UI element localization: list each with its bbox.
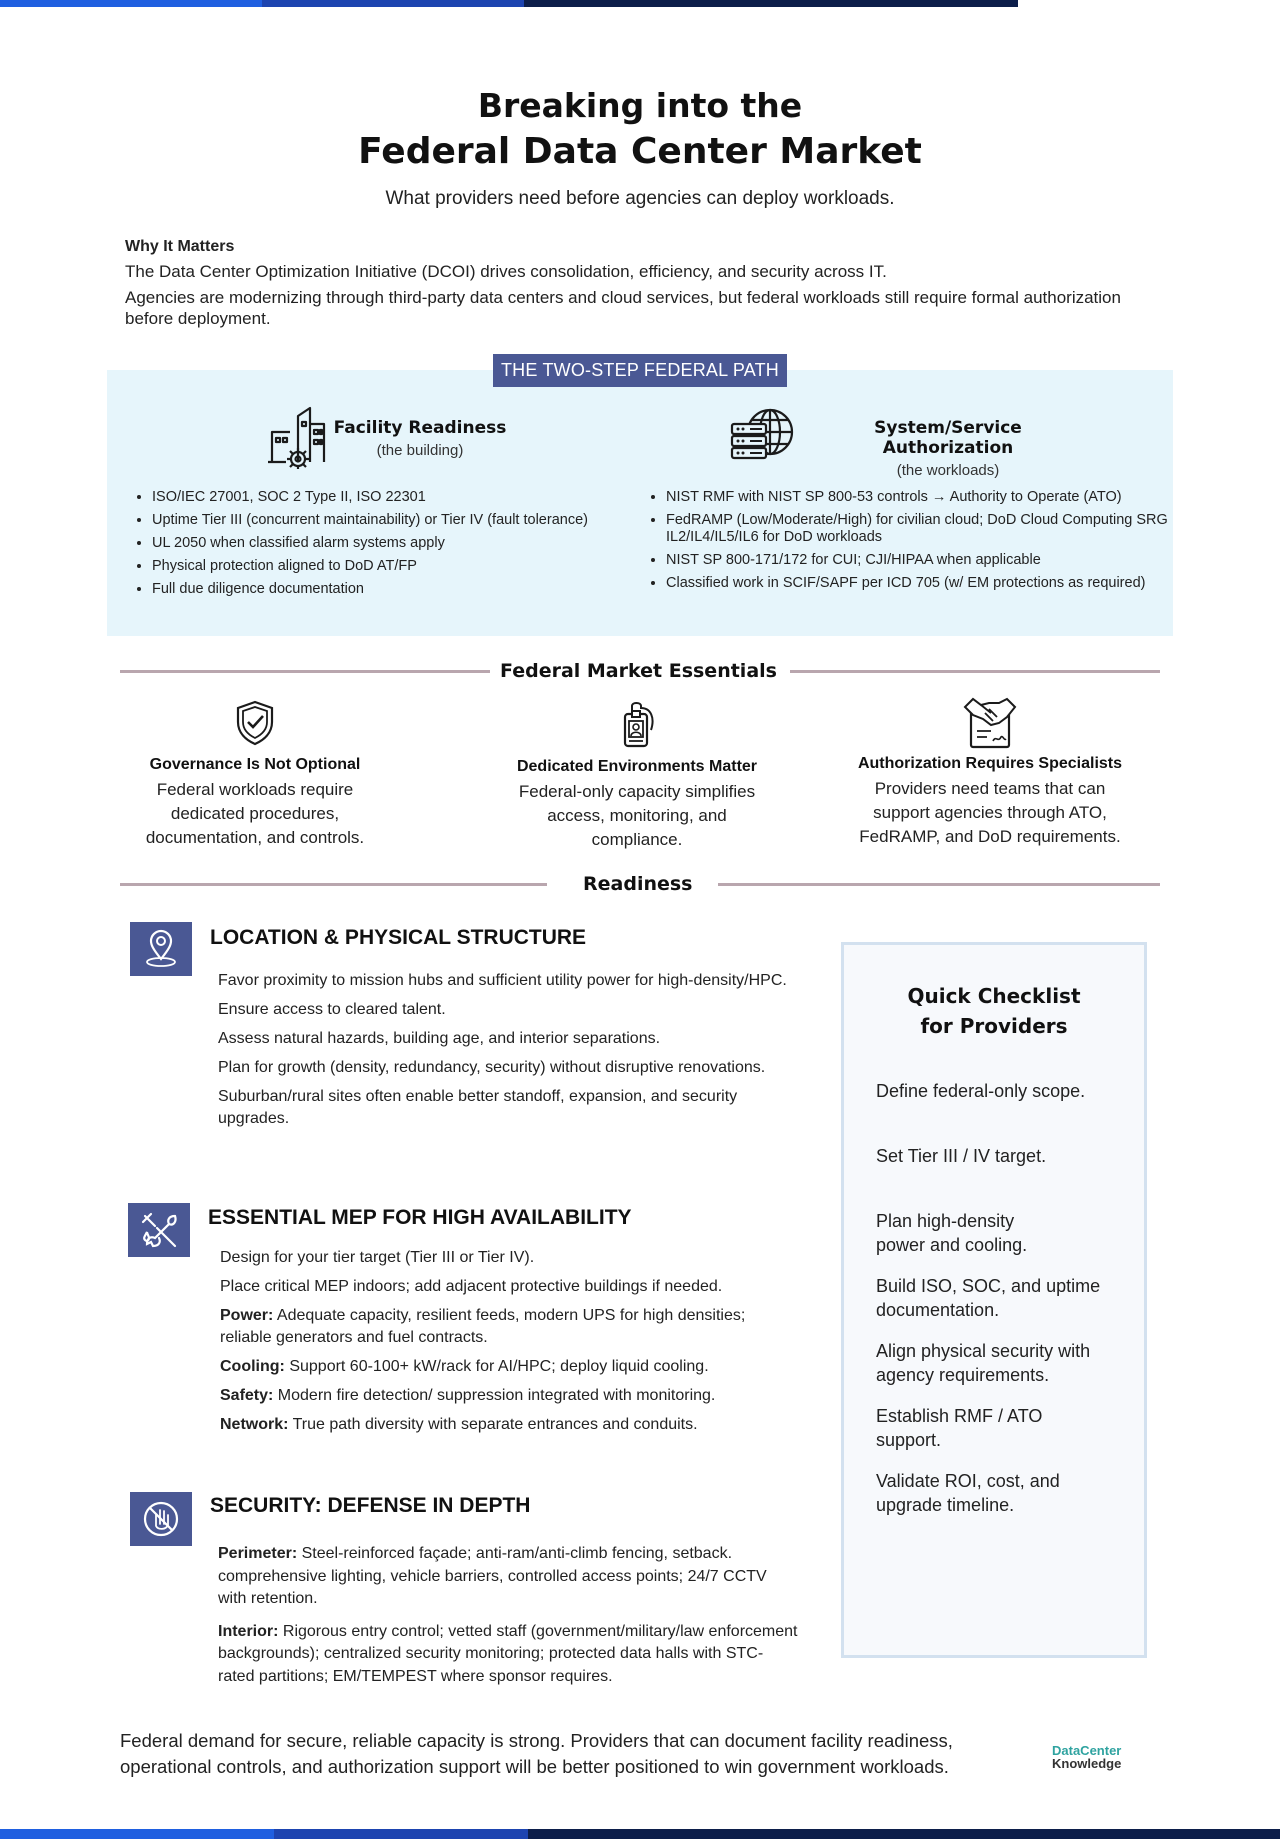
- system-subtitle: (the workloads): [896, 462, 1000, 479]
- bottom-bar-segment: [0, 1829, 274, 1839]
- facility-readiness-heading: [330, 418, 510, 459]
- checklist-item: Build ISO, SOC, and uptime documentation.: [876, 1276, 1101, 1320]
- handshake-contract-icon: [963, 695, 1017, 749]
- section-rule: [790, 670, 1160, 673]
- why-heading: Why It Matters: [125, 238, 235, 255]
- system-bullet-list: [647, 489, 1186, 598]
- essential-governance: [120, 700, 390, 850]
- tools-icon: [139, 1210, 179, 1250]
- no-entry-hand-icon: [142, 1500, 180, 1538]
- server-globe-icon: [730, 406, 798, 468]
- list-item: • NIST RMF with NIST SP 800-53 controls → Authority to Operate (ATO): [666, 489, 1186, 506]
- section-rule: [120, 670, 490, 673]
- checklist-title-line: Quick Checklist: [907, 984, 1081, 1008]
- item-label: Network:: [220, 1416, 289, 1433]
- essential-description: Providers need teams that can support agencies through ATO, FedRAMP, and DoD requirements.: [859, 779, 1121, 846]
- bottom-accent-bar: [0, 1829, 1280, 1839]
- facility-bullet-list: [133, 489, 642, 604]
- list-item: [220, 1414, 800, 1436]
- title-line-1: Breaking into the: [477, 86, 803, 125]
- section-rule: [120, 883, 547, 886]
- list-item: • Classified work in SCIF/SAPF per ICD 705 (w/ EM protections as required): [666, 575, 1186, 592]
- checklist-item: Define federal-only scope.: [876, 1081, 1086, 1101]
- why-paragraph: The Data Center Optimization Initiative (DCOI) drives consolidation, efficiency, and security across IT.: [125, 262, 887, 281]
- checklist-item: Align physical security with agency requirements.: [876, 1341, 1091, 1385]
- location-list: [218, 970, 798, 1137]
- mep-list: [220, 1247, 800, 1443]
- why-paragraph: Agencies are modernizing through third-party data centers and cloud services, but federal workloads still require formal authorization before deployment.: [125, 288, 1121, 328]
- checklist-items: [844, 1079, 1144, 1519]
- two-step-path-badge: THE TWO-STEP FEDERAL PATH: [493, 354, 787, 387]
- item-label: Safety:: [220, 1387, 274, 1404]
- quick-checklist: [841, 942, 1147, 1658]
- list-item: [220, 1305, 800, 1349]
- item-text: Steel-reinforced façade; anti-ram/anti-climb fencing, setback. comprehensive lighting, vehicle barriers, controlled access points; 24/7 CCTV with retention.: [218, 1545, 767, 1607]
- essentials-heading: Federal Market Essentials: [500, 660, 777, 682]
- top-bar-segment: [262, 0, 524, 7]
- datacenter-knowledge-logo: [1052, 1744, 1121, 1770]
- item-label: Power:: [220, 1307, 274, 1324]
- checklist-title-line: for Providers: [920, 1014, 1068, 1038]
- list-item: [220, 1247, 800, 1269]
- why-it-matters: [125, 236, 1165, 334]
- bottom-bar-segment: [528, 1829, 1280, 1839]
- id-badge-icon: [617, 700, 657, 748]
- checklist-item: Set Tier III / IV target.: [876, 1146, 1047, 1166]
- top-bar-segment: [524, 0, 1018, 7]
- title-line-2: Federal Data Center Market: [358, 131, 922, 172]
- list-item: [220, 1385, 800, 1407]
- list-item: • FedRAMP (Low/Moderate/High) for civilian cloud; DoD Cloud Computing SRG IL2/IL4/IL5/IL6 for DoD workloads: [666, 512, 1186, 546]
- page-title: [0, 84, 1280, 176]
- facility-title: Facility Readiness: [333, 418, 507, 438]
- checklist-item: Plan high-density power and cooling.: [876, 1211, 1028, 1255]
- checklist-title: [844, 981, 1144, 1041]
- section-rule: [718, 883, 1160, 886]
- system-authorization-heading: [808, 418, 1088, 479]
- item-text: Place critical MEP indoors; add adjacent protective buildings if needed.: [220, 1278, 723, 1295]
- item-text: Modern fire detection/ suppression integrated with monitoring.: [273, 1387, 716, 1404]
- essential-description: Federal workloads require dedicated procedures, documentation, and controls.: [145, 780, 365, 847]
- item-text: Design for your tier target (Tier III or Tier IV).: [220, 1249, 535, 1266]
- item-label: Perimeter:: [218, 1545, 298, 1562]
- list-item: • Physical protection aligned to DoD AT/FP: [152, 558, 642, 575]
- essential-title: Dedicated Environments Matter: [516, 758, 758, 775]
- security-list: [218, 1543, 798, 1695]
- item-label: Interior:: [218, 1622, 279, 1640]
- page-subtitle: What providers need before agencies can deploy workloads.: [385, 188, 895, 209]
- location-pin-icon: [143, 929, 179, 969]
- top-accent-bar: [0, 0, 1280, 7]
- item-text: True path diversity with separate entrances and conduits.: [288, 1416, 698, 1433]
- facility-subtitle: (the building): [376, 442, 464, 459]
- item-text: Support 60-100+ kW/rack for AI/HPC; deploy liquid cooling.: [284, 1358, 709, 1375]
- security-heading: SECURITY: DEFENSE IN DEPTH: [210, 1494, 531, 1517]
- top-bar-segment: [0, 0, 262, 7]
- essential-title: Authorization Requires Specialists: [857, 755, 1123, 772]
- security-icon-box: [130, 1492, 192, 1546]
- list-item: Plan for growth (density, redundancy, security) without disruptive renovations.: [218, 1059, 766, 1076]
- essential-dedicated-environments: [502, 700, 772, 852]
- item-text: Adequate capacity, resilient feeds, modern UPS for high densities; reliable generators and fuel contracts.: [220, 1307, 746, 1346]
- mep-icon-box: [128, 1203, 190, 1257]
- list-item: [218, 1543, 798, 1611]
- list-item: [220, 1276, 800, 1298]
- location-icon-box: [130, 922, 192, 976]
- item-label: Cooling:: [220, 1358, 285, 1375]
- mep-heading: ESSENTIAL MEP FOR HIGH AVAILABILITY: [208, 1206, 632, 1229]
- essential-description: Federal-only capacity simplifies access, monitoring, and compliance.: [518, 782, 756, 849]
- list-item: • UL 2050 when classified alarm systems apply: [152, 535, 642, 552]
- list-item: • NIST SP 800-171/172 for CUI; CJI/HIPAA when applicable: [666, 552, 1186, 569]
- system-title: System/Service Authorization: [874, 418, 1022, 458]
- checklist-item: Establish RMF / ATO support.: [876, 1406, 1043, 1450]
- list-item: • Full due diligence documentation: [152, 581, 642, 598]
- bottom-bar-segment: [274, 1829, 528, 1839]
- list-item: • Uptime Tier III (concurrent maintainability) or Tier IV (fault tolerance): [152, 512, 642, 529]
- item-text: Rigorous entry control; vetted staff (government/military/law enforcement backgrounds); centralized security monitoring; protected data halls with STC-rated partitions; EM/TEMPEST where sponsor requires.: [218, 1622, 798, 1685]
- footer-text: Federal demand for secure, reliable capacity is strong. Providers that can document facility readiness, operational controls, and authorization support will be better positioned to win government workloads.: [120, 1730, 953, 1777]
- list-item: Ensure access to cleared talent.: [218, 1001, 446, 1018]
- checklist-item: Validate ROI, cost, and upgrade timeline.: [876, 1471, 1060, 1515]
- list-item: [220, 1356, 800, 1378]
- list-item: Suburban/rural sites often enable better standoff, expansion, and security upgrades.: [218, 1088, 738, 1127]
- essential-authorization-specialists: [855, 695, 1125, 849]
- list-item: [218, 1621, 798, 1689]
- shield-check-icon: [235, 700, 275, 746]
- logo-line-2: Knowledge: [1052, 1756, 1122, 1771]
- location-heading: LOCATION & PHYSICAL STRUCTURE: [210, 926, 587, 949]
- essential-title: Governance Is Not Optional: [149, 756, 361, 773]
- list-item: Assess natural hazards, building age, and interior separations.: [218, 1030, 661, 1047]
- readiness-heading: Readiness: [583, 873, 693, 895]
- list-item: • ISO/IEC 27001, SOC 2 Type II, ISO 22301: [152, 489, 642, 506]
- logo-line-1: DataCenter: [1052, 1743, 1122, 1758]
- list-item: Favor proximity to mission hubs and sufficient utility power for high-density/HPC.: [218, 972, 787, 989]
- building-gear-icon: [266, 402, 330, 470]
